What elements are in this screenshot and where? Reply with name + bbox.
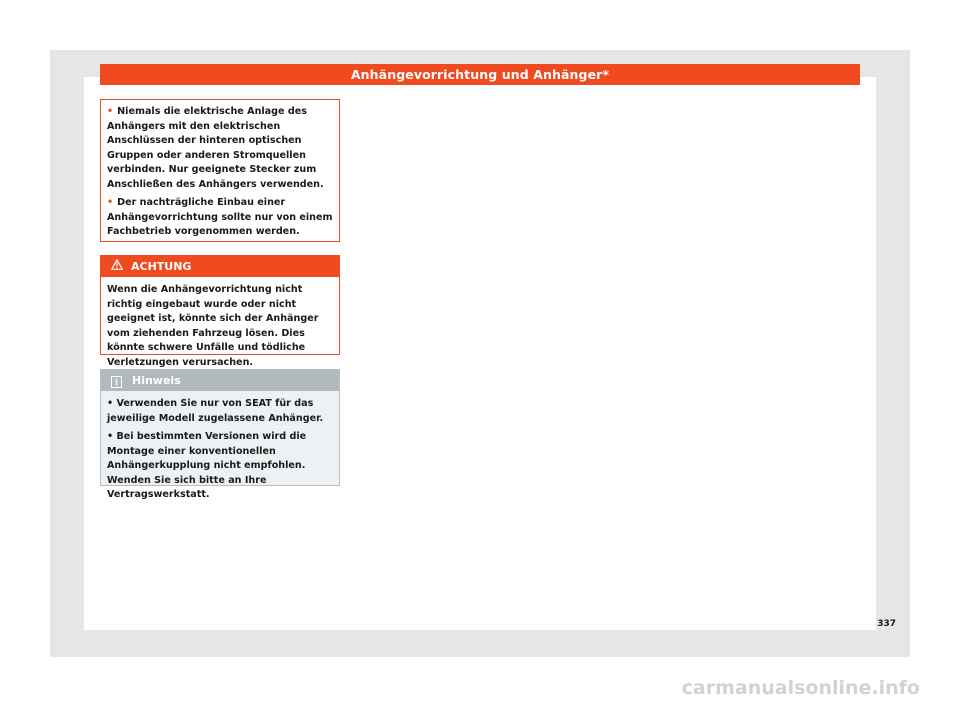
warning-list-box — [100, 99, 340, 242]
watermark-text: carmanualsonline.info — [681, 677, 920, 699]
list-item-text: Verwenden Sie nur von SEAT für das jeweilige Modell zugelassene Anhänger. — [107, 398, 324, 424]
achtung-text: Wenn die Anhängevorrichtung nicht richtig eingebaut wurde oder nicht geeignet ist, könnte sich der Anhänger vom ziehenden Fahrzeug lösen. Dies könnte schwere Unfälle und tödliche Verletzungen verursachen. — [107, 284, 319, 368]
page-number: 337 — [877, 619, 896, 629]
hinweis-header — [101, 370, 339, 391]
info-icon: i — [111, 376, 122, 388]
list-item — [107, 105, 333, 192]
list-item-text: Bei bestimmten Versionen wird die Montage einer konventionellen Anhängerkupplung nicht empfohlen. Wenden Sie sich bitte an Ihre Vertragswerkstatt. — [107, 431, 307, 500]
hinweis-title: Hinweis — [132, 374, 181, 387]
section-header: Anhängevorrichtung und Anhänger* — [100, 64, 860, 85]
list-item — [107, 430, 333, 503]
warning-triangle-icon — [111, 256, 123, 277]
bullet: • — [107, 431, 114, 442]
achtung-header — [101, 256, 339, 277]
list-item — [107, 196, 333, 240]
achtung-title: ACHTUNG — [131, 260, 192, 273]
hinweis-box — [100, 369, 340, 500]
bullet: • — [107, 197, 114, 208]
achtung-box — [100, 255, 340, 368]
list-item-text: Der nachträgliche Einbau einer Anhängevorrichtung sollte nur von einem Fachbetrieb vorgenommen werden. — [107, 197, 333, 237]
list-item — [107, 397, 333, 426]
bullet: • — [107, 106, 114, 117]
bullet: • — [107, 398, 114, 409]
list-item-text: Niemals die elektrische Anlage des Anhängers mit den elektrischen Anschlüssen der hinteren optischen Gruppen oder anderen Stromquellen verbinden. Nur geeignete Stecker zum Anschließen des Anhängers verwenden. — [107, 106, 324, 190]
